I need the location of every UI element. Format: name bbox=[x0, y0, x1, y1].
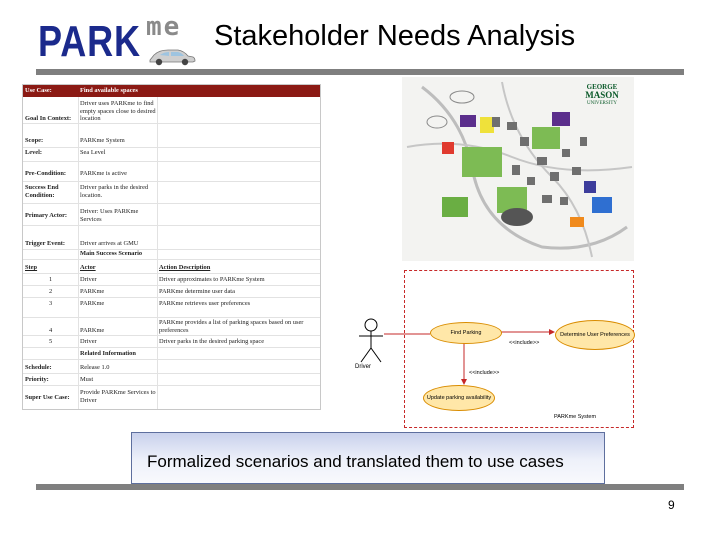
step-row bbox=[23, 337, 320, 348]
row-label: Level: bbox=[25, 149, 43, 156]
step-actor: PARKme bbox=[80, 288, 105, 295]
use-case-label: Update parking availability bbox=[426, 394, 492, 401]
row-value: Driver parks in the desired location. bbox=[80, 184, 149, 199]
system-label: PARKme System bbox=[554, 414, 597, 420]
row-label: Pre-Condition: bbox=[25, 170, 67, 177]
row-label: Priority: bbox=[25, 376, 49, 383]
diagram-connectors bbox=[384, 290, 634, 410]
header-label: Use Case: bbox=[25, 87, 52, 94]
row-label: Primary Actor: bbox=[25, 212, 68, 219]
step-actor: Driver bbox=[80, 338, 97, 345]
table-row bbox=[23, 363, 320, 374]
actor-label: Driver bbox=[355, 364, 371, 370]
row-value: Driver uses PARKme to find empty spaces close to desired location bbox=[80, 100, 156, 122]
step-header: Step bbox=[25, 264, 38, 271]
step-actor: PARKme bbox=[80, 300, 105, 307]
row-value: Provide PARKme Services to Driver bbox=[80, 389, 156, 404]
row-value: PARKme System bbox=[80, 137, 125, 144]
use-case-find-parking bbox=[430, 322, 502, 344]
use-case-update-availability bbox=[423, 385, 495, 411]
use-case-table bbox=[22, 84, 321, 410]
header-value: Find available spaces bbox=[80, 87, 138, 94]
page-number: 9 bbox=[668, 498, 675, 512]
step-action: Driver approximates to PARKme System bbox=[159, 276, 265, 283]
step-actor: PARKme bbox=[80, 327, 105, 334]
include-label: <<include>> bbox=[509, 340, 540, 346]
step-action: Driver parks in the desired parking space bbox=[159, 338, 265, 345]
use-case-label: Find Parking bbox=[450, 329, 482, 336]
step-row bbox=[23, 299, 320, 318]
step-row bbox=[23, 287, 320, 298]
row-value: Release 1.0 bbox=[80, 364, 110, 371]
step-number: 1 bbox=[49, 276, 53, 283]
actor-header: Actor bbox=[80, 264, 96, 271]
step-action: PARKme retrieves user preferences bbox=[159, 300, 251, 307]
related-title: Related Information bbox=[80, 350, 136, 357]
row-value: Driver arrives at GMU bbox=[80, 240, 139, 247]
table-row bbox=[23, 115, 320, 123]
use-case-label: Determine User Preferences bbox=[560, 331, 630, 338]
bottom-divider bbox=[36, 484, 684, 490]
main-scenario-title: Main Success Scenario bbox=[80, 250, 143, 257]
step-number: 4 bbox=[49, 327, 53, 334]
step-actor: Driver bbox=[80, 276, 97, 283]
row-value: Driver: Uses PARKme Services bbox=[80, 208, 139, 223]
table-row bbox=[23, 169, 320, 182]
row-label: Trigger Event: bbox=[25, 240, 66, 247]
row-label: Success End Condition: bbox=[25, 184, 59, 199]
row-label: Super Use Case: bbox=[25, 394, 70, 401]
row-label: Scope: bbox=[25, 137, 44, 144]
row-value: Must bbox=[80, 376, 94, 383]
step-action: PARKme provides a list of parking spaces based on user preferences bbox=[159, 319, 304, 334]
parkme-logo bbox=[38, 14, 198, 66]
svg-text:MASON: MASON bbox=[585, 90, 619, 100]
section-row bbox=[23, 349, 320, 360]
table-row bbox=[23, 207, 320, 226]
table-row bbox=[23, 183, 320, 204]
step-number: 5 bbox=[49, 338, 53, 345]
use-case-determine-preferences bbox=[555, 320, 635, 350]
step-header-row bbox=[23, 263, 320, 274]
step-number: 3 bbox=[49, 300, 53, 307]
row-value: Sea Level bbox=[80, 149, 106, 156]
svg-text:GEORGE: GEORGE bbox=[586, 83, 618, 91]
step-row bbox=[23, 275, 320, 286]
include-label: <<include>> bbox=[469, 370, 500, 376]
svg-text:UNIVERSITY: UNIVERSITY bbox=[587, 101, 617, 106]
section-row bbox=[23, 249, 320, 260]
step-number: 2 bbox=[49, 288, 53, 295]
table-row bbox=[23, 375, 320, 386]
table-row bbox=[23, 147, 320, 162]
row-value: PARKme is active bbox=[80, 170, 127, 177]
slide-title: Stakeholder Needs Analysis bbox=[214, 20, 576, 52]
car-icon bbox=[146, 46, 196, 66]
row-label: Schedule: bbox=[25, 364, 52, 371]
row-label: Goal In Context: bbox=[25, 115, 72, 122]
logo-wordmark: PARK bbox=[38, 17, 141, 66]
logo-superscript: me bbox=[146, 12, 182, 42]
action-header: Action Description bbox=[159, 264, 211, 271]
table-header-row bbox=[23, 85, 320, 97]
campus-map bbox=[402, 77, 634, 261]
table-row bbox=[23, 388, 320, 408]
top-divider bbox=[36, 69, 684, 75]
step-row bbox=[23, 317, 320, 336]
step-action: PARKme determine user data bbox=[159, 288, 235, 295]
caption-text: Formalized scenarios and translated them to use cases bbox=[147, 452, 564, 471]
actor-stick-figure-icon bbox=[356, 318, 386, 364]
